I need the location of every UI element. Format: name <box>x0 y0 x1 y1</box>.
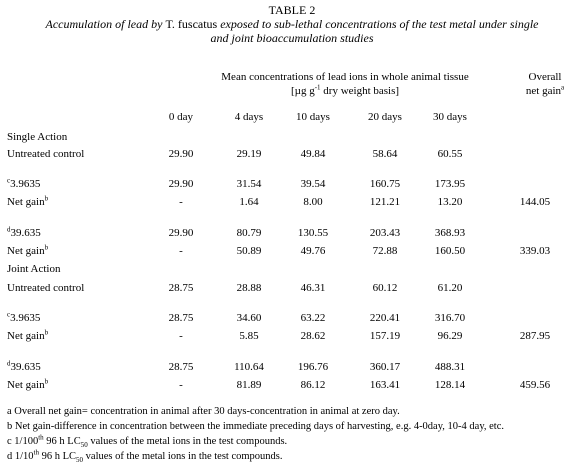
table-cell: - <box>179 330 183 342</box>
table-cell: 196.76 <box>297 361 329 373</box>
caption-line2: and joint bioaccumulation studies <box>210 31 374 45</box>
table-cell: 29.90 <box>168 227 194 239</box>
row-label: $^c$3.9635 <box>7 310 41 324</box>
table-cell: 86.12 <box>300 379 326 391</box>
table-row <box>0 195 584 209</box>
net-gain-cell: 287.95 <box>519 330 551 342</box>
row-label: $^c$3.9635 <box>7 176 41 190</box>
row-label: $^d$39.635 <box>7 359 41 373</box>
column-header: 0 day <box>168 111 194 123</box>
table-cell: 50.89 <box>236 245 262 257</box>
header-main-line1: Mean concentrations of lead ions in whole animal tissue <box>221 71 469 83</box>
table-cell: 28.88 <box>236 282 262 294</box>
table-cell: 28.62 <box>300 330 326 342</box>
net-gain-cell: 144.05 <box>519 196 551 208</box>
caption-pre: Accumulation of lead by <box>45 17 166 31</box>
table-cell: 5.85 <box>239 330 259 342</box>
table-cell: 46.31 <box>300 282 326 294</box>
table-row <box>0 281 584 295</box>
header-net-line2: net gain <box>525 85 562 97</box>
caption-species: T. fuscatus <box>165 17 218 31</box>
footnote-b: b Net gain-difference in concentration between the immediate preceding days of harvesting, e.g. 4-0day, 10-4 day, etc. <box>7 421 505 432</box>
row-label: $^d$39.635 <box>7 225 41 239</box>
row-label: Net gain$^b$ <box>7 328 49 342</box>
table-row <box>0 147 584 161</box>
table-cell: 13.20 <box>437 196 463 208</box>
table-cell: 28.75 <box>168 361 194 373</box>
header-main-unit-post: dry weight basis] <box>320 85 400 97</box>
table-cell: 160.75 <box>369 178 401 190</box>
header-net-sup: a <box>561 83 565 92</box>
table-cell: 368.93 <box>434 227 466 239</box>
header-mean-concentrations <box>180 70 510 98</box>
table-cell: 49.76 <box>300 245 326 257</box>
footnote-c: c 1/100th 96 h $LC_{50}$ values of the metal ions in the test compounds. <box>7 433 288 450</box>
table-cell: 220.41 <box>369 312 401 324</box>
column-header: 4 days <box>234 111 264 123</box>
net-gain-cell: 459.56 <box>519 379 551 391</box>
table-cell: 60.55 <box>437 148 463 160</box>
table-cell: 128.14 <box>434 379 466 391</box>
table-row <box>0 262 584 276</box>
table-cell: 81.89 <box>236 379 262 391</box>
table-cell: 110.64 <box>234 361 264 373</box>
table-row <box>0 360 584 374</box>
column-header: 20 days <box>368 111 402 123</box>
table-cell: - <box>179 379 183 391</box>
table-cell: 29.90 <box>168 148 194 160</box>
table-row <box>0 177 584 191</box>
table-caption <box>40 17 544 45</box>
table-row <box>0 130 584 144</box>
table-cell: 8.00 <box>303 196 323 208</box>
table-row <box>0 329 584 343</box>
row-label: Joint Action <box>7 263 61 275</box>
table-cell: 63.22 <box>300 312 326 324</box>
net-gain-cell: 339.03 <box>519 245 551 257</box>
row-label: Untreated control <box>7 148 85 160</box>
row-label: Net gain$^b$ <box>7 243 49 257</box>
row-label: Single Action <box>7 131 68 143</box>
row-label: Untreated control <box>7 282 85 294</box>
header-net-line1: Overall <box>528 71 562 83</box>
table-cell: - <box>179 245 183 257</box>
table-cell: 39.54 <box>300 178 326 190</box>
table-cell: 157.19 <box>369 330 401 342</box>
table-cell: 60.12 <box>372 282 398 294</box>
column-header: 10 days <box>296 111 330 123</box>
table-cell: - <box>179 196 183 208</box>
table-cell: 163.41 <box>369 379 401 391</box>
table-cell: 58.64 <box>372 148 398 160</box>
header-overall-net-gain <box>505 70 584 98</box>
table-cell: 130.55 <box>297 227 329 239</box>
table-cell: 29.90 <box>168 178 194 190</box>
table-cell: 203.43 <box>369 227 401 239</box>
table-row <box>0 378 584 392</box>
table-cell: 28.75 <box>168 312 194 324</box>
footnote-d: d 1/10th 96 h $LC_{50}$ values of the metal ions in the test compounds. <box>7 448 283 465</box>
table-cell: 121.21 <box>369 196 401 208</box>
table-cell: 360.17 <box>369 361 401 373</box>
table-cell: 61.20 <box>437 282 463 294</box>
table-cell: 28.75 <box>168 282 194 294</box>
header-main-unit-pre: [µg g <box>290 85 315 97</box>
column-header: 30 days <box>433 111 467 123</box>
table-row <box>0 244 584 258</box>
table-cell: 160.50 <box>434 245 466 257</box>
table-cell: 1.64 <box>239 196 259 208</box>
table-cell: 31.54 <box>236 178 262 190</box>
row-label: Net gain$^b$ <box>7 194 49 208</box>
table-cell: 34.60 <box>236 312 262 324</box>
table-cell: 96.29 <box>437 330 463 342</box>
table-number: TABLE 2 <box>268 3 316 17</box>
table-cell: 72.88 <box>372 245 398 257</box>
table-row <box>0 311 584 325</box>
table-cell: 488.31 <box>434 361 466 373</box>
table-cell: 80.79 <box>236 227 262 239</box>
table-cell: 173.95 <box>434 178 466 190</box>
row-label: Net gain$^b$ <box>7 377 49 391</box>
caption-post: exposed to sub-lethal concentrations of the test metal under single <box>217 17 539 31</box>
table-row <box>0 226 584 240</box>
table-cell: 49.84 <box>300 148 326 160</box>
footnote-a: a Overall net gain= concentration in animal after 30 days-concentration in animal at zero day. <box>7 406 400 417</box>
table-cell: 316.70 <box>434 312 466 324</box>
table-cell: 29.19 <box>236 148 262 160</box>
header-main-unit-sup: -1 <box>314 83 321 92</box>
